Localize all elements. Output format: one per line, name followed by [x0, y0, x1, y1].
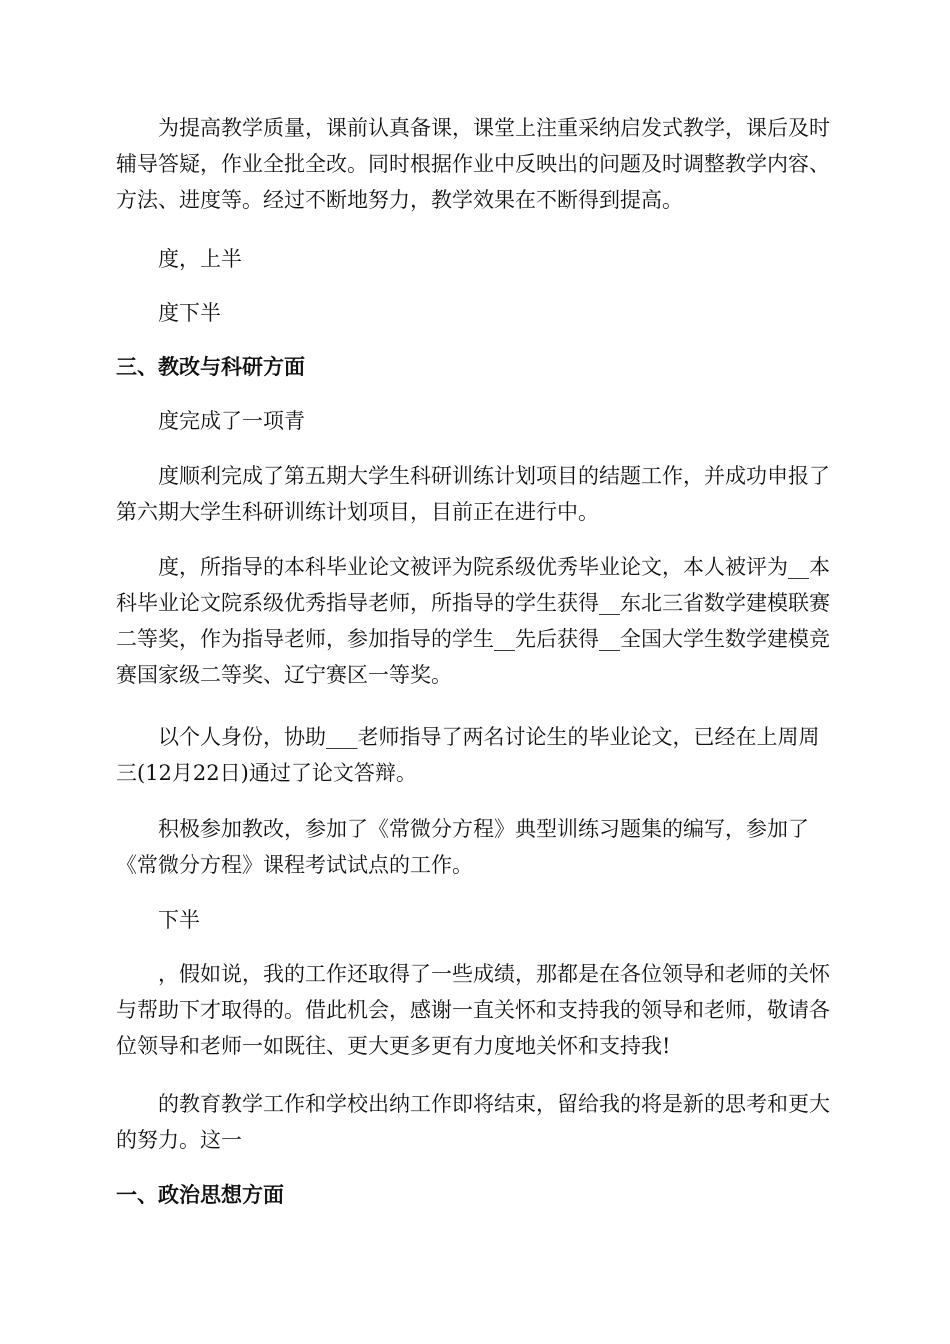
paragraph-teaching-reform: 积极参加教改，参加了《常微分方程》典型训练习题集的编写，参加了《常微分方程》课程考试试点的工作。: [116, 817, 809, 877]
paragraph-teaching-quality: 为提高教学质量，课前认真备课，课堂上注重采纳启发式教学，课后及时辅导答疑，作业全批全改。同时根据作业中反映出的问题及时调整教学内容、方法、进度等。经过不断地努力，教学效果在不断得到提高。: [116, 116, 830, 212]
paragraph-thesis-awards: 度，所指导的本科毕业论文被评为院系级优秀毕业论文，本人被评为__本科毕业论文院系级优秀指导老师，所指导的学生获得__东北三省数学建模联赛二等奖，作为指导老师，参加指导的学生__先后获得__全国大学生数学建模竞赛国家级二等奖、辽宁赛区一等奖。: [116, 555, 830, 687]
paragraph-conclusion: 的教育教学工作和学校出纳工作即将结束，留给我的将是新的思考和更大的努力。这一: [116, 1092, 830, 1152]
paragraph-thanks: ，假如说，我的工作还取得了一些成绩，那都是在各位领导和老师的关怀与帮助下才取得的。借此机会，感谢一直关怀和支持我的领导和老师，敬请各位领导和老师一如既往、更大更多更有力度地关怀和支持我!: [116, 962, 830, 1058]
section-heading-reform-research: 三、教改与科研方面: [116, 355, 305, 379]
paragraph-second-half-2: 下半: [158, 908, 200, 932]
paragraph-research-training: 度顺利完成了第五期大学生科研训练计划项目的结题工作，并成功申报了第六期大学生科研训练计划项目，目前正在进行中。: [116, 464, 830, 524]
paragraph-first-half: 度，上半: [158, 247, 242, 271]
paragraph-second-half: 度下半: [158, 301, 221, 325]
paragraph-graduate-guidance: 以个人身份，协助___老师指导了两名讨论生的毕业论文，已经在上周周三(12月22日)通过了论文答辩。: [116, 725, 820, 785]
section-heading-political: 一、政治思想方面: [116, 1183, 284, 1207]
paragraph-completed-project: 度完成了一项青: [158, 409, 305, 433]
